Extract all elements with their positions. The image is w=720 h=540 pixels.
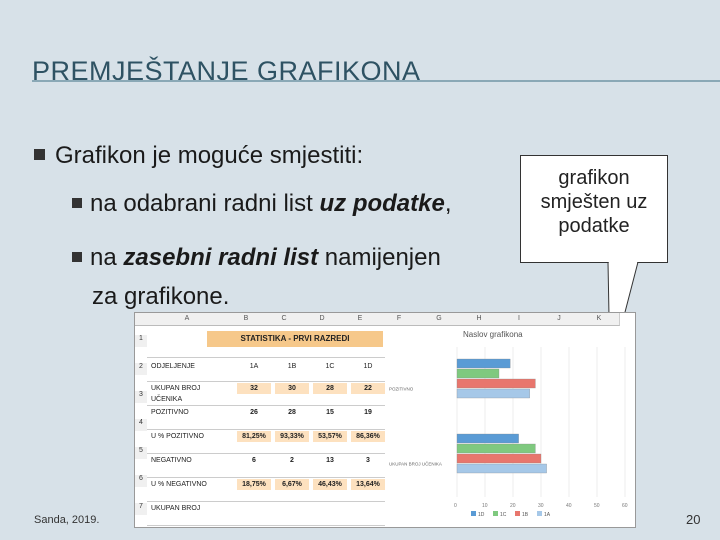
table-cell: U % POZITIVNO bbox=[151, 433, 204, 440]
x-tick-label: 20 bbox=[510, 503, 516, 509]
table-cell: NEGATIVNO bbox=[151, 457, 192, 464]
bar-1A-0 bbox=[457, 389, 530, 398]
legend-swatch-1A bbox=[537, 511, 542, 516]
grid-line bbox=[147, 501, 385, 502]
table-cell: 2 bbox=[290, 457, 294, 464]
legend-swatch-1B bbox=[515, 511, 520, 516]
bar-1B-1 bbox=[457, 454, 541, 463]
bullet-square-icon bbox=[72, 252, 82, 262]
bar-1C-0 bbox=[457, 369, 499, 378]
column-header-B: B bbox=[227, 313, 266, 326]
table-cell: 46,43% bbox=[313, 479, 347, 490]
header-cell: 1C bbox=[325, 363, 335, 370]
category-label: UKUPAN BROJ UČENIKA bbox=[389, 461, 442, 467]
bar-1B-0 bbox=[457, 379, 535, 388]
bullet-sub1 bbox=[72, 190, 452, 218]
bullet-square-icon bbox=[34, 149, 45, 160]
callout-line2: smješten uz bbox=[540, 191, 648, 213]
table-cell: UKUPAN BROJ bbox=[151, 505, 201, 512]
x-tick-label: 0 bbox=[454, 503, 457, 509]
x-tick-label: 60 bbox=[622, 503, 628, 509]
row-header-6: 6 bbox=[135, 475, 147, 487]
bullet-main bbox=[34, 142, 363, 170]
table-cell: 15 bbox=[326, 409, 334, 416]
grid-line bbox=[147, 357, 385, 358]
table-cell: 22 bbox=[351, 383, 385, 394]
column-header-H: H bbox=[459, 313, 500, 326]
table-cell: 28 bbox=[313, 383, 347, 394]
header-cell: 1B bbox=[287, 363, 297, 370]
grid-line bbox=[147, 429, 385, 430]
chart-title: Naslov grafikona bbox=[463, 330, 523, 339]
table-cell: 81,25% bbox=[237, 431, 271, 442]
row-header-3: 3 bbox=[135, 391, 147, 403]
bullet-sub2 bbox=[72, 244, 441, 272]
table-cell: 19 bbox=[364, 409, 372, 416]
header-cell: 1D bbox=[363, 363, 373, 370]
grid-line bbox=[147, 453, 385, 454]
bullet-sub2-line2: za grafikone. bbox=[92, 283, 230, 310]
spreadsheet-screenshot bbox=[134, 312, 636, 528]
x-tick-label: 40 bbox=[566, 503, 572, 509]
x-tick-label: 10 bbox=[482, 503, 488, 509]
table-cell: 13 bbox=[326, 457, 334, 464]
x-tick-label: 30 bbox=[538, 503, 544, 509]
table-cell: 28 bbox=[288, 409, 296, 416]
grid-line bbox=[147, 477, 385, 478]
legend-label-1A: 1A bbox=[544, 512, 551, 518]
table-cell: 30 bbox=[275, 383, 309, 394]
column-header-D: D bbox=[303, 313, 342, 326]
table-cell: 13,64% bbox=[351, 479, 385, 490]
table-cell: 93,33% bbox=[275, 431, 309, 442]
table-cell: 6,67% bbox=[275, 479, 309, 490]
sub2-prefix: na bbox=[90, 244, 124, 271]
table-cell: 86,36% bbox=[351, 431, 385, 442]
table-cell: POZITIVNO bbox=[151, 409, 189, 416]
category-label: POZITIVNO bbox=[389, 386, 414, 392]
bar-chart bbox=[385, 327, 633, 525]
row-header-2: 2 bbox=[135, 363, 147, 375]
sub2-emphasis: zasebni radni list bbox=[123, 244, 319, 271]
row-header-4: 4 bbox=[135, 419, 147, 431]
bar-1A-1 bbox=[457, 464, 547, 473]
sub1-suffix: , bbox=[444, 190, 452, 217]
statistics-banner: STATISTIKA - PRVI RAZREDI bbox=[207, 331, 383, 347]
header-cell: 1A bbox=[249, 363, 259, 370]
slide-title: PREMJEŠTANJE GRAFIKONA bbox=[32, 56, 421, 86]
row-header-7: 7 bbox=[135, 503, 147, 515]
footer-author: Sanda, 2019. bbox=[34, 514, 100, 526]
column-header-F: F bbox=[379, 313, 420, 326]
legend-label-1D: 1D bbox=[478, 512, 485, 518]
title-underline bbox=[32, 80, 720, 82]
corner-header bbox=[135, 313, 147, 326]
column-header-G: G bbox=[419, 313, 460, 326]
callout-line1: grafikon bbox=[558, 167, 630, 189]
grid-line bbox=[147, 381, 385, 382]
row-header-5: 5 bbox=[135, 447, 147, 459]
row-header-1: 1 bbox=[135, 335, 147, 347]
bullet-square-icon bbox=[72, 198, 82, 208]
legend-swatch-1D bbox=[471, 511, 476, 516]
x-tick-label: 50 bbox=[594, 503, 600, 509]
bullet-main-text: Grafikon je moguće smjestiti: bbox=[55, 142, 364, 169]
legend-label-1C: 1C bbox=[500, 512, 507, 518]
table-cell: 32 bbox=[237, 383, 271, 394]
bar-1D-0 bbox=[457, 359, 510, 368]
column-header-J: J bbox=[539, 313, 580, 326]
legend-label-1B: 1B bbox=[522, 512, 529, 518]
grid-line bbox=[147, 525, 385, 526]
callout-box bbox=[520, 155, 668, 263]
legend-swatch-1C bbox=[493, 511, 498, 516]
column-header-I: I bbox=[499, 313, 540, 326]
table-cell: 3 bbox=[366, 457, 370, 464]
sub1-emphasis: uz podatke bbox=[319, 190, 445, 217]
column-header-A: A bbox=[147, 313, 228, 326]
column-header-E: E bbox=[341, 313, 380, 326]
column-header-C: C bbox=[265, 313, 304, 326]
table-cell: 6 bbox=[252, 457, 256, 464]
table-cell: UKUPAN BROJ UČENIKA bbox=[151, 385, 201, 403]
table-cell: 26 bbox=[250, 409, 258, 416]
grid-line bbox=[147, 405, 385, 406]
page-number: 20 bbox=[686, 512, 701, 527]
table-cell: 53,57% bbox=[313, 431, 347, 442]
bar-1D-1 bbox=[457, 434, 519, 443]
sub2-suffix: namijenjen bbox=[318, 244, 441, 271]
header-cell: ODJELJENJE bbox=[151, 363, 195, 370]
column-header-K: K bbox=[579, 313, 620, 326]
table-cell: U % NEGATIVNO bbox=[151, 481, 207, 488]
callout-line3: podatke bbox=[558, 215, 630, 237]
bar-1C-1 bbox=[457, 444, 535, 453]
sub1-prefix: na odabrani radni list bbox=[90, 190, 320, 217]
table-cell: 18,75% bbox=[237, 479, 271, 490]
